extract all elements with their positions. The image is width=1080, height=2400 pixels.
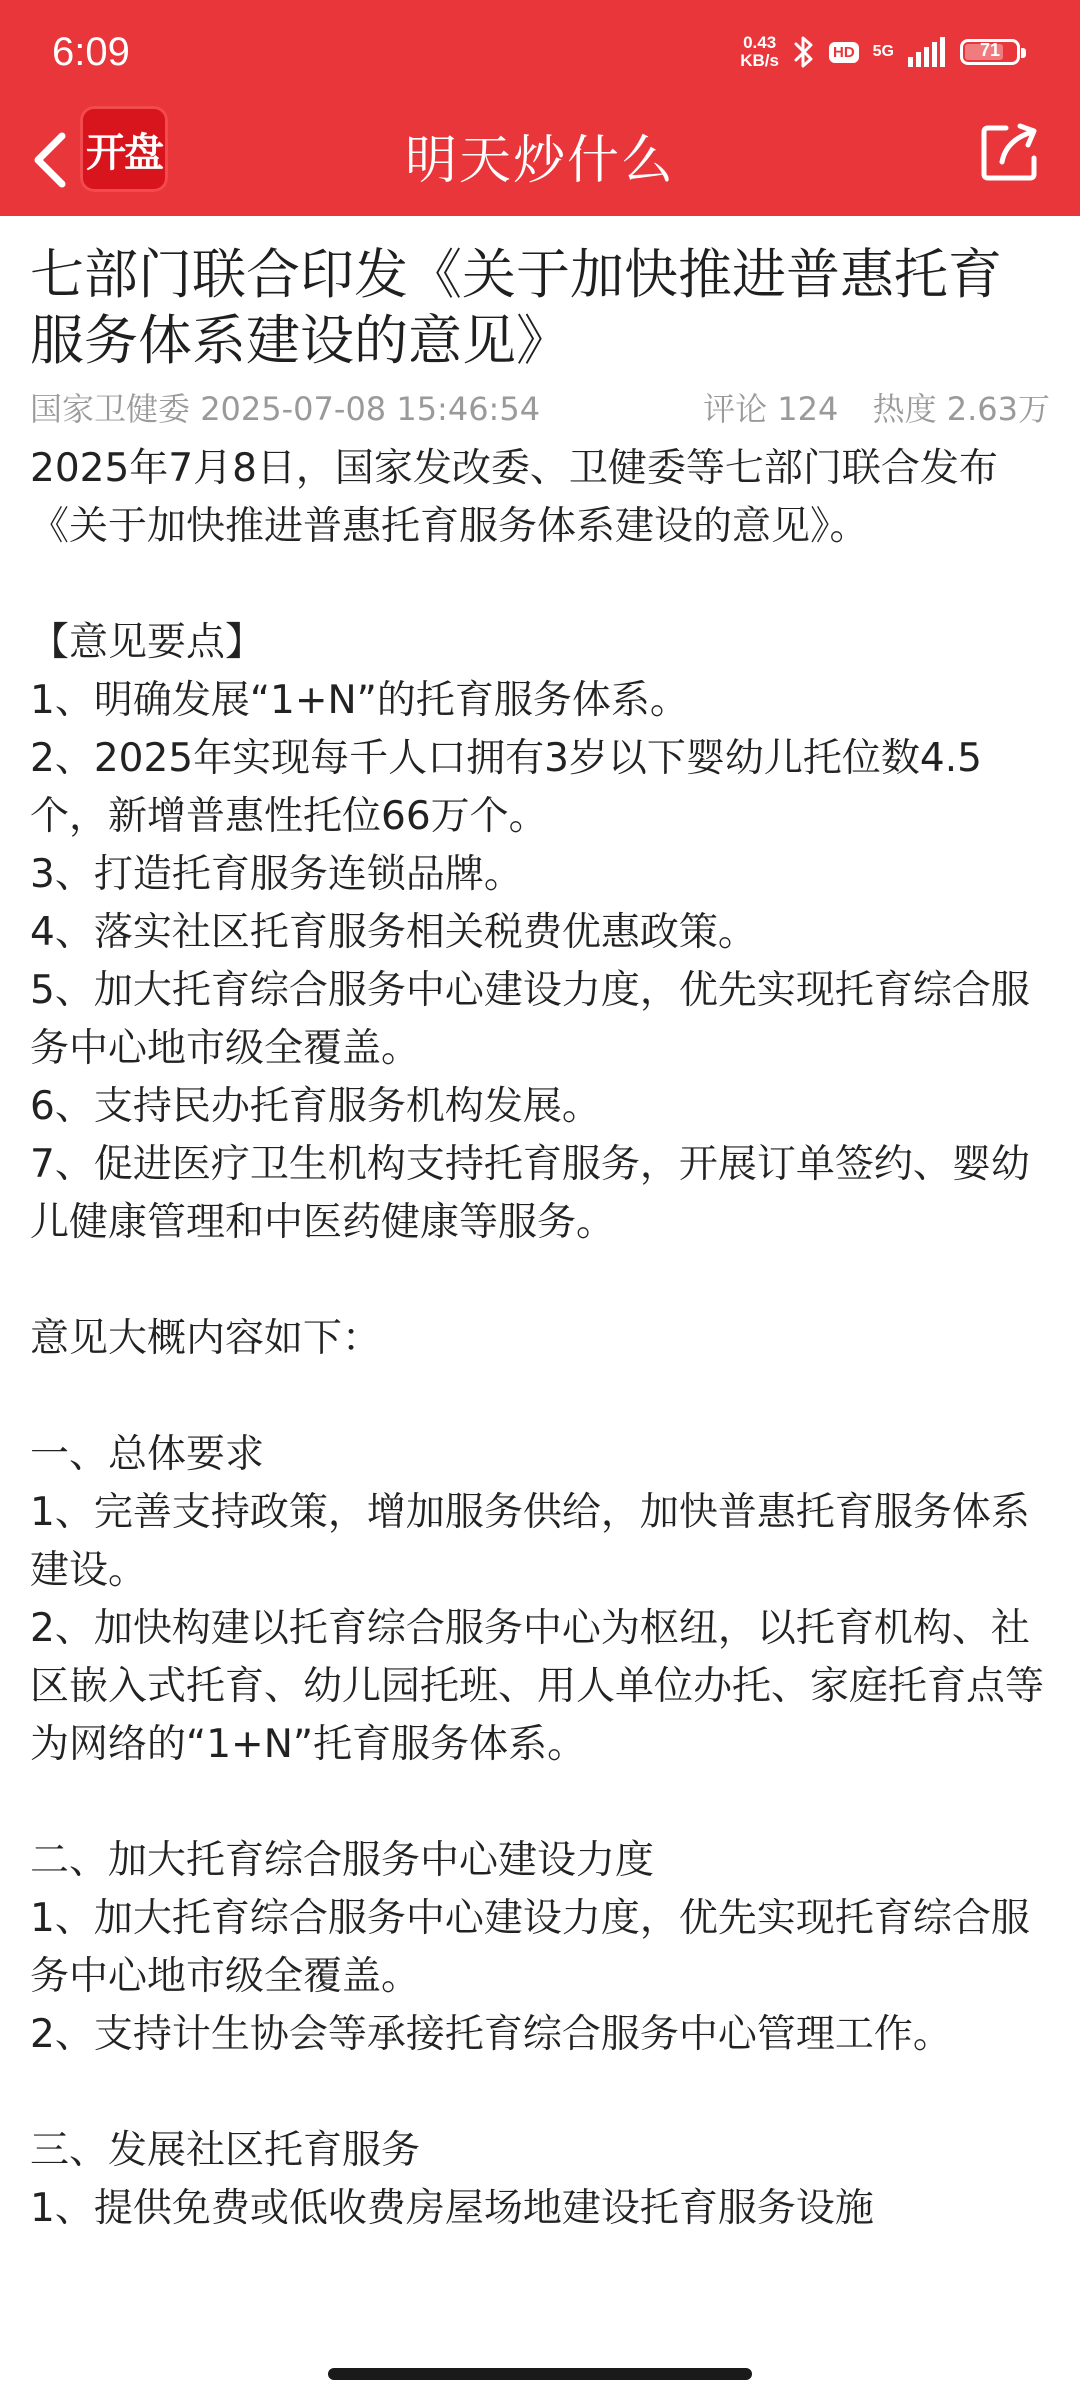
bluetooth-icon — [793, 35, 815, 69]
paragraph-gap — [30, 1774, 1050, 1832]
article-paragraph: 2、2025年实现每千人口拥有3岁以下婴幼儿托位数4.5个，新增普惠性托位66万个。 — [30, 736, 982, 839]
nav-bar — [0, 104, 1080, 216]
status-bar — [0, 0, 1080, 104]
article-paragraph: 7、促进医疗卫生机构支持托育服务，开展订单签约、婴幼儿健康管理和中医药健康等服务。 — [30, 1142, 1030, 1245]
article-meta — [30, 382, 1050, 436]
signal-icon — [908, 37, 946, 67]
article-paragraph: 2025年7月8日，国家发改委、卫健委等七部门联合发布《关于加快推进普惠托育服务体系建设的意见》。 — [30, 446, 998, 549]
battery-icon — [960, 39, 1020, 65]
paragraph-gap — [30, 1252, 1050, 1310]
network-speed-value: 0.43 — [743, 33, 777, 52]
network-type: 5G — [872, 43, 894, 60]
status-time: 6:09 — [52, 30, 130, 74]
article-paragraph: 6、支持民办托育服务机构发展。 — [30, 1084, 601, 1129]
paragraph-gap — [30, 2064, 1050, 2122]
article-paragraph: 2、加快构建以托育综合服务中心为枢纽，以托育机构、社区嵌入式托育、幼儿园托班、用人单位办托、家庭托育点等为网络的“1+N”托育服务体系。 — [30, 1606, 1045, 1767]
article-paragraph: 2、支持计生协会等承接托育综合服务中心管理工作。 — [30, 2012, 952, 2057]
home-indicator[interactable] — [328, 2368, 752, 2380]
status-icons — [740, 30, 1020, 74]
article-paragraph: 【意见要点】 — [30, 620, 265, 665]
battery-level: 71 — [979, 40, 1001, 60]
article-title: 七部门联合印发《关于加快推进普惠托育服务体系建设的意见》 — [30, 243, 1002, 372]
heat-count: 热度 2.63万 — [872, 390, 1050, 428]
network-speed-unit: KB/s — [740, 51, 779, 70]
article-paragraph: 二、加大托育综合服务中心建设力度 — [30, 1838, 655, 1883]
article-source-date — [30, 382, 540, 436]
share-icon — [976, 118, 1044, 186]
article-paragraph: 4、落实社区托育服务相关税费优惠政策。 — [30, 910, 757, 955]
paragraph-gap — [30, 1368, 1050, 1426]
article-paragraph: 意见大概内容如下： — [30, 1316, 382, 1361]
article-stats — [679, 382, 1050, 436]
paragraph-gap — [30, 556, 1050, 614]
article-body — [30, 440, 1050, 2238]
page-title: 明天炒什么 — [404, 131, 675, 191]
article-paragraph: 1、完善支持政策，增加服务供给，加快普惠托育服务体系建设。 — [30, 1490, 1030, 1593]
article-paragraph: 3、打造托育服务连锁品牌。 — [30, 852, 523, 897]
article-paragraph: 5、加大托育综合服务中心建设力度，优先实现托育综合服务中心地市级全覆盖。 — [30, 968, 1030, 1071]
comment-count[interactable]: 评论 124 — [703, 390, 839, 428]
article-paragraph: 一、总体要求 — [30, 1432, 265, 1477]
article-datetime: 2025-07-08 15:46:54 — [200, 390, 541, 428]
article-paragraph: 1、提供免费或低收费房屋场地建设托育服务设施 — [30, 2186, 874, 2231]
article-paragraph: 1、明确发展“1+N”的托育服务体系。 — [30, 678, 689, 723]
article — [30, 216, 1050, 2238]
share-button[interactable] — [976, 118, 1044, 186]
article-paragraph: 三、发展社区托育服务 — [30, 2128, 421, 2173]
article-paragraph: 1、加大托育综合服务中心建设力度，优先实现托育综合服务中心地市级全覆盖。 — [30, 1896, 1030, 1999]
hd-badge: HD — [829, 42, 859, 63]
article-source[interactable]: 国家卫健委 — [30, 390, 191, 428]
network-speed — [740, 34, 779, 70]
app-logo[interactable]: 开盘 — [80, 106, 168, 192]
